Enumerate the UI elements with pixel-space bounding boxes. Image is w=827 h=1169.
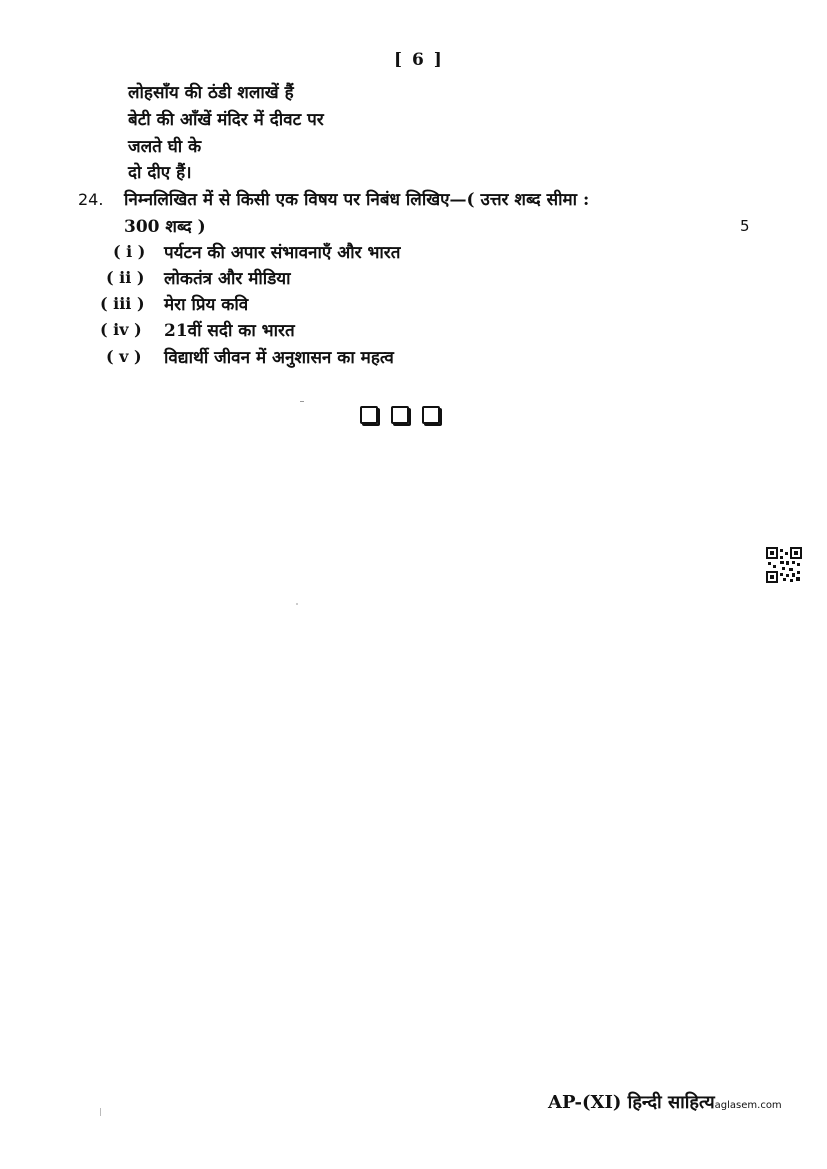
watermark: aglasem.com	[714, 1100, 782, 1111]
option-text-iv: 21वीं सदी का भारत	[164, 321, 295, 341]
paper-code-footer	[548, 1090, 782, 1114]
option-text-i: पर्यटन की अपार संभावनाएँ और भारत	[164, 243, 401, 263]
end-box-icon	[391, 406, 409, 424]
option-label-i: ( i )	[113, 242, 146, 261]
page-number: [ 6 ]	[394, 50, 444, 70]
option-label-iii: ( iii )	[100, 294, 145, 313]
scan-speck	[100, 1108, 101, 1116]
paper-code: AP-(XI) हिन्दी साहित्य	[548, 1092, 715, 1113]
poem-line-1: लोहसाँय की ठंडी शलाखें हैं	[128, 83, 294, 103]
option-label-ii: ( ii )	[106, 268, 145, 287]
option-text-v: विद्यार्थी जीवन में अनुशासन का महत्व	[164, 348, 394, 368]
question-marks: 5	[740, 217, 750, 235]
poem-line-3: जलते घी के	[128, 137, 202, 157]
scan-speck	[296, 603, 298, 605]
poem-line-4: दो दीए हैं।	[128, 163, 192, 183]
question-number: 24.	[78, 190, 104, 209]
end-box-icon	[360, 406, 378, 424]
qr-code-icon	[766, 547, 802, 583]
option-label-v: ( v )	[106, 347, 142, 366]
question-text-line-1: निम्नलिखित में से किसी एक विषय पर निबंध लिखिए—( उत्तर शब्द सीमा :	[124, 190, 590, 210]
option-text-iii: मेरा प्रिय कवि	[164, 295, 249, 315]
option-text-ii: लोकतंत्र और मीडिया	[164, 269, 291, 289]
question-text-line-2: 300 शब्द )	[124, 217, 206, 237]
poem-line-2: बेटी की आँखें मंदिर में दीवट पर	[128, 110, 324, 130]
end-box-icon	[422, 406, 440, 424]
option-label-iv: ( iv )	[100, 320, 142, 339]
end-of-paper-marker	[360, 406, 440, 424]
scan-speck	[300, 401, 304, 402]
